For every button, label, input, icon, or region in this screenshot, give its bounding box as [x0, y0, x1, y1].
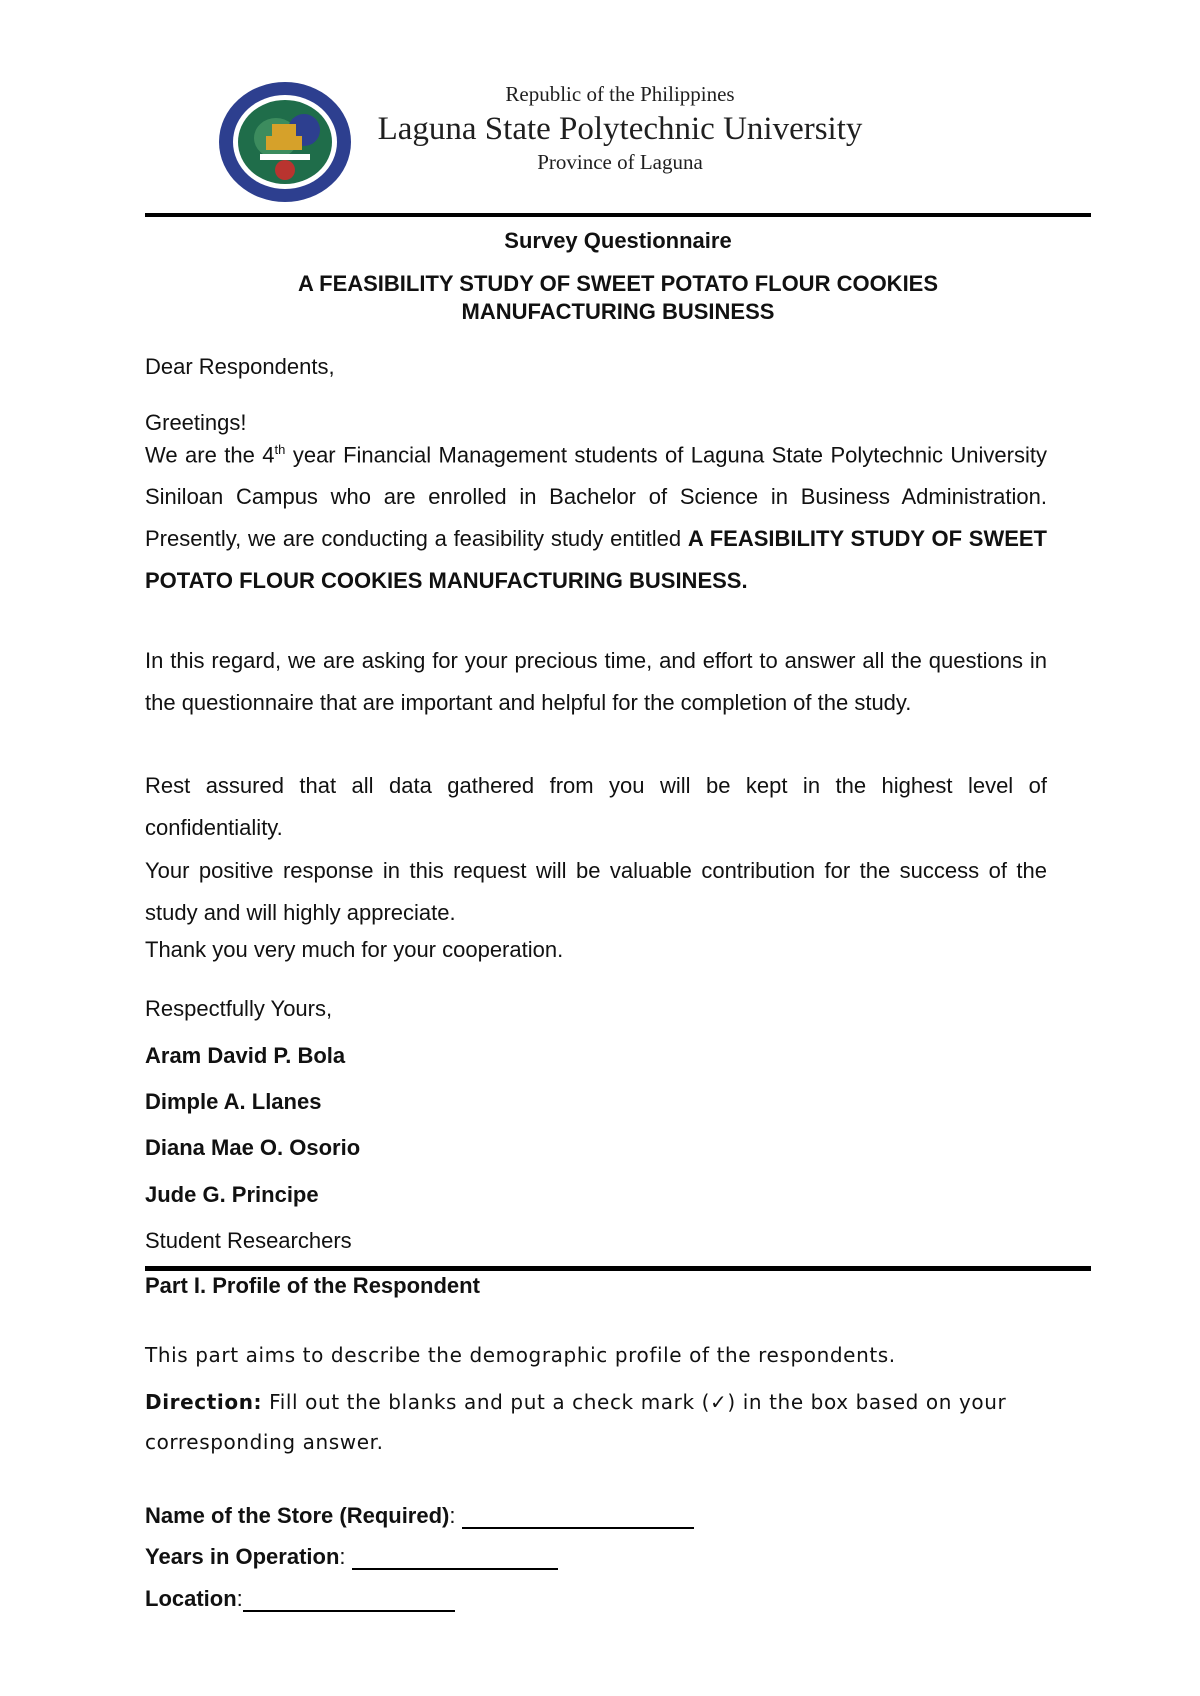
field-label: Name of the Store (Required): [145, 1503, 450, 1528]
part-1-direction: [145, 1382, 1085, 1462]
p1-superscript: th: [274, 442, 286, 457]
study-title: [145, 270, 1091, 326]
section-divider: [145, 1266, 1091, 1271]
study-title-line-2: MANUFACTURING BUSINESS: [461, 299, 775, 324]
header-divider: [145, 213, 1091, 217]
p1-body: year Financial Management students of Laguna State Polytechnic University Siniloan Campus who are enrolled in Bachelor of Science in Business Administration. Presently, we are conducting a feasibility study entitled: [145, 442, 1047, 552]
salutation: Dear Respondents,: [145, 354, 335, 379]
researcher-name: Aram David P. Bola: [145, 1043, 346, 1068]
letter-paragraph-5: Thank you very much for your cooperation.: [145, 937, 564, 962]
years-in-operation-field: [145, 1544, 558, 1570]
field-colon: :: [449, 1503, 456, 1528]
researcher-name: Dimple A. Llanes: [145, 1089, 322, 1114]
p1-study-title: A FEASIBILITY STUDY OF SWEET POTATO FLOUR COOKIES MANUFACTURING BUSINESS.: [145, 526, 1047, 594]
direction-label: Direction:: [145, 1390, 263, 1414]
letter-paragraph-3: Rest assured that all data gathered from you will be kept in the highest level of confidentiality.: [145, 773, 1047, 840]
letter-paragraph-4: Your positive response in this request will be valuable contribution for the success of the study and will highly appreciate.: [145, 858, 1047, 925]
greetings: Greetings!: [145, 410, 247, 435]
store-name-field: [145, 1503, 694, 1529]
researcher-role: Student Researchers: [145, 1228, 352, 1253]
p1-start: We are the 4: [145, 442, 275, 468]
university-seal-icon: [216, 80, 354, 204]
researcher-name: Jude G. Principe: [145, 1182, 319, 1207]
university-name: Laguna State Polytechnic University: [377, 111, 863, 147]
store-name-blank[interactable]: [462, 1505, 694, 1529]
part-1-title: Part I. Profile of the Respondent: [145, 1273, 480, 1298]
direction-text: Fill out the blanks and put a check mark (✓) in the box based on your corresponding answer.: [145, 1390, 1007, 1454]
republic-line: Republic of the Philippines: [505, 82, 735, 106]
field-label: Location: [145, 1586, 237, 1611]
province-line: Province of Laguna: [537, 150, 703, 174]
closing: Respectfully Yours,: [145, 996, 333, 1021]
location-blank[interactable]: [243, 1588, 455, 1612]
field-colon: :: [339, 1544, 346, 1569]
study-title-line-1: A FEASIBILITY STUDY OF SWEET POTATO FLOUR COOKIES: [297, 271, 939, 296]
part-1-description: This part aims to describe the demographic profile of the respondents.: [145, 1343, 896, 1367]
years-in-operation-blank[interactable]: [352, 1546, 558, 1570]
field-label: Years in Operation: [145, 1544, 340, 1569]
location-field: [145, 1586, 455, 1612]
field-colon: :: [236, 1586, 243, 1611]
survey-title: Survey Questionnaire: [504, 228, 732, 253]
letter-paragraph-1: [145, 429, 1047, 602]
researcher-name: Diana Mae O. Osorio: [145, 1135, 361, 1160]
letter-paragraph-2: In this regard, we are asking for your precious time, and effort to answer all the questions in the questionnaire that are important and helpful for the completion of the study.: [145, 648, 1047, 715]
